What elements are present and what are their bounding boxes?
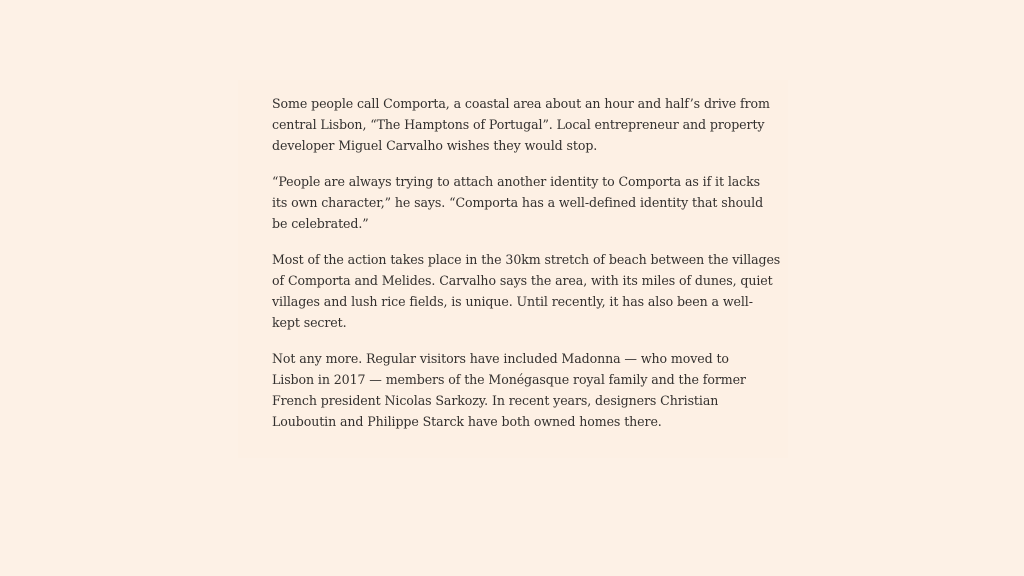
text-line: Lisbon in 2017 — members of the Monégasque royal family and the former [272,372,746,387]
text-line: developer Miguel Carvalho wishes they would stop. [272,138,598,153]
text-line: villages and lush rice fields, is unique. Until recently, it has also been a well- [272,294,753,309]
text-line: Louboutin and Philippe Starck have both owned homes there. [272,414,662,429]
text-line: central Lisbon, “The Hamptons of Portugal”. Local entrepreneur and property [272,117,765,132]
text-line: French president Nicolas Sarkozy. In recent years, designers Christian [272,393,719,408]
text-line: kept secret. [272,315,347,330]
text-line: of Comporta and Melides. Carvalho says the area, with its miles of dunes, quiet [272,273,773,288]
paragraph-2 [272,171,764,234]
paragraph-4 [272,348,752,432]
text-line: Not any more. Regular visitors have included Madonna — who moved to [272,351,729,366]
text-line: “People are always trying to attach another identity to Comporta as if it lacks [272,174,761,189]
text-line: Some people call Comporta, a coastal area about an hour and half’s drive from [272,96,770,111]
text-line: its own character,” he says. “Comporta has a well-defined identity that should [272,195,764,210]
paragraph-1 [272,93,770,156]
text-line: be celebrated.” [272,216,369,231]
article-body [238,80,788,458]
text-line: Most of the action takes place in the 30km stretch of beach between the villages [272,252,781,267]
paragraph-3 [272,249,781,333]
